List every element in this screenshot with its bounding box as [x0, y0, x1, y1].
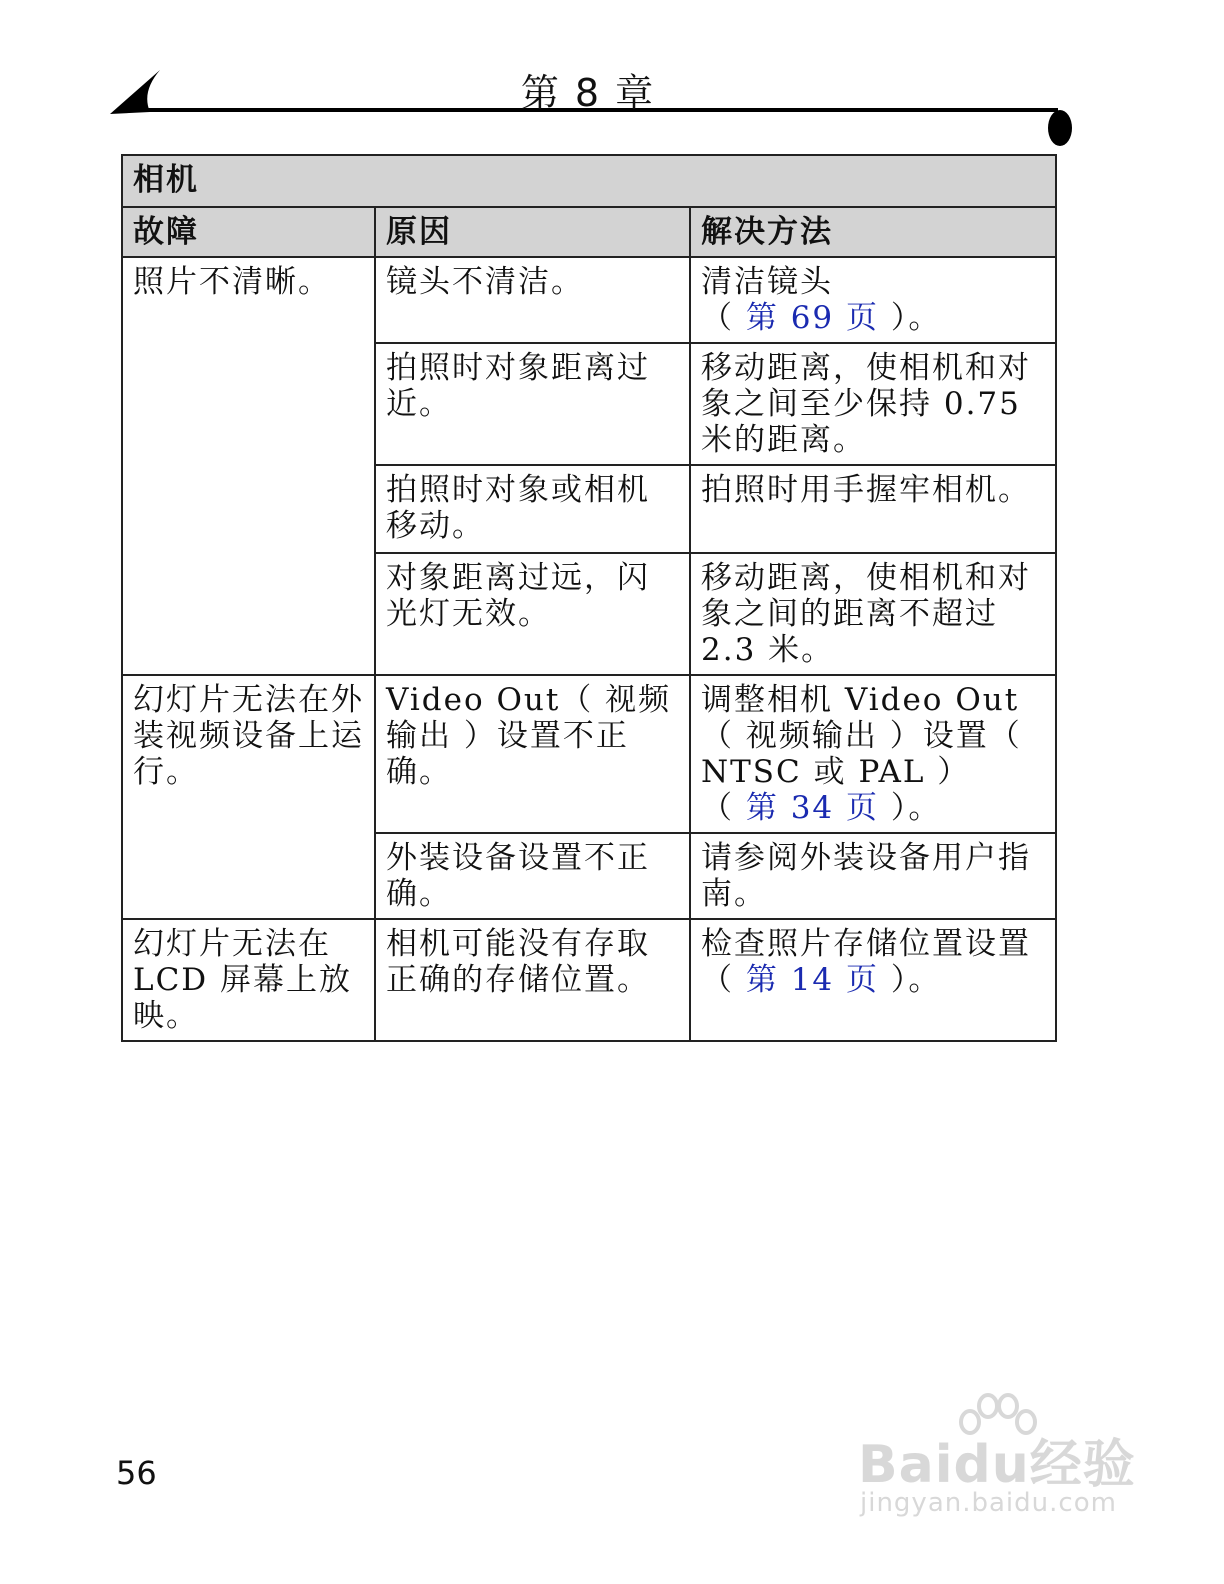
page-number: 56 [116, 1454, 157, 1492]
solution-text: 调整相机 Video Out（ 视频输出 ）设置（ NTSC 或 PAL ） [701, 682, 1022, 790]
watermark-url: jingyan.baidu.com [860, 1488, 1117, 1518]
column-header-cause: 原因 [375, 207, 690, 257]
watermark-brand: Baidu经验 [858, 1435, 1136, 1495]
solution-text: 检查照片存储位置设置（ [701, 926, 1031, 998]
cause-cell: 镜头不清洁。 [375, 257, 690, 343]
solution-cell: 拍照时用手握牢相机。 [690, 465, 1056, 553]
cause-cell: 拍照时对象或相机移动。 [375, 465, 690, 553]
column-header-row [122, 207, 1056, 257]
column-header-problem: 故障 [122, 207, 375, 257]
table-row [122, 919, 1056, 1041]
solution-cell [690, 919, 1056, 1041]
solution-tail: ）。 [890, 300, 942, 336]
solution-paren: （ [701, 790, 734, 826]
cause-cell: 拍照时对象距离过近。 [375, 343, 690, 465]
cause-cell: 外装设备设置不正确。 [375, 833, 690, 919]
solution-tail: ）。 [890, 962, 942, 998]
solution-text: 清洁镜头 [701, 264, 833, 300]
table-row [122, 675, 1056, 833]
solution-cell: 移动距离，使相机和对象之间的距离不超过 2.3 米。 [690, 553, 1056, 675]
solution-cell: 请参阅外装设备用户指南。 [690, 833, 1056, 919]
baidu-watermark [858, 1392, 1148, 1532]
cause-cell: 对象距离过远，闪光灯无效。 [375, 553, 690, 675]
problem-cell: 幻灯片无法在外装视频设备上运行。 [122, 675, 375, 919]
solution-paren: （ [701, 300, 734, 336]
cause-cell: Video Out（ 视频输出 ）设置不正确。 [375, 675, 690, 833]
solution-cell [690, 675, 1056, 833]
solution-cell: 移动距离，使相机和对象之间至少保持 0.75 米的距离。 [690, 343, 1056, 465]
problem-cell: 幻灯片无法在 LCD 屏幕上放映。 [122, 919, 375, 1041]
troubleshooting-table [121, 154, 1057, 1042]
solution-cell [690, 257, 1056, 343]
cause-cell: 相机可能没有存取正确的存储位置。 [375, 919, 690, 1041]
page-link[interactable]: 第 69 页 [745, 300, 880, 336]
solution-tail: ）。 [890, 790, 942, 826]
page-link[interactable]: 第 14 页 [745, 962, 880, 998]
section-header-row [122, 155, 1056, 207]
column-header-solution: 解决方法 [690, 207, 1056, 257]
problem-cell: 照片不清晰。 [122, 257, 375, 675]
section-title: 相机 [122, 155, 1056, 207]
chapter-title: 第 8 章 [520, 71, 656, 115]
table-row [122, 257, 1056, 343]
page-link[interactable]: 第 34 页 [745, 790, 880, 826]
